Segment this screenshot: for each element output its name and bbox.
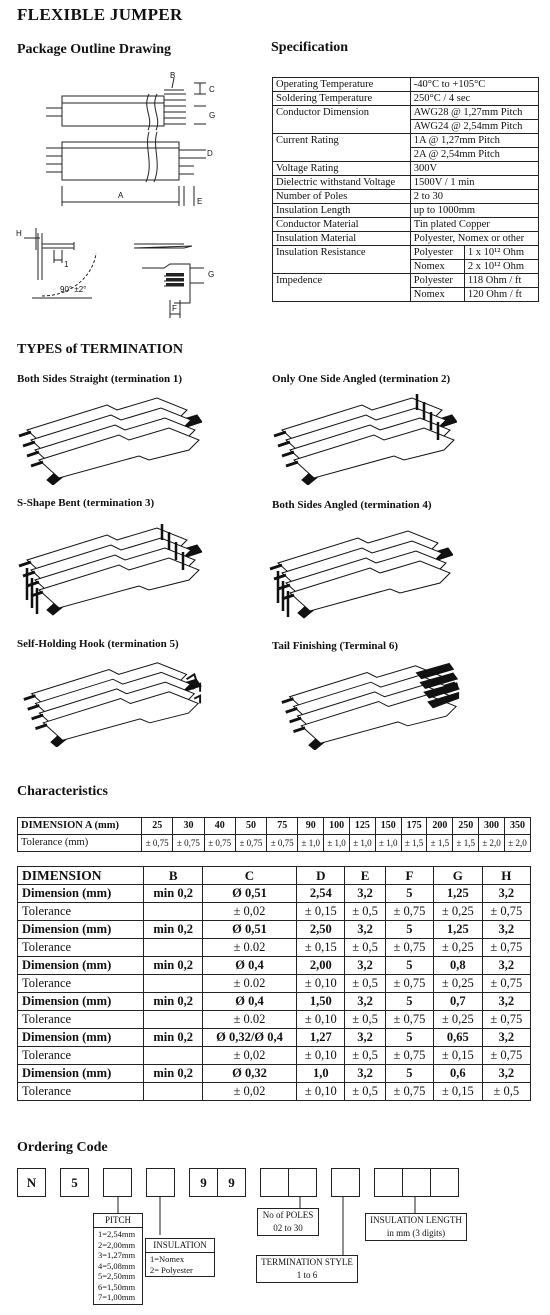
table-cell: 3,2 — [482, 1029, 530, 1047]
table-cell: ± 0,15 — [297, 903, 345, 921]
table-cell — [144, 939, 203, 957]
termination-5-image — [14, 655, 209, 747]
column-header: G — [434, 867, 482, 885]
spec-value: 1A @ 1,27mm Pitch — [410, 134, 538, 148]
table-cell: ± 0,02 — [202, 1047, 296, 1065]
spec-value: 300V — [410, 162, 538, 176]
tolerance-value: ± 2,0 — [479, 835, 505, 852]
spec-row — [273, 204, 539, 218]
table-cell: ± 0,75 — [385, 975, 433, 993]
table-cell: 0,7 — [434, 993, 482, 1011]
table-cell: min 0,2 — [144, 885, 203, 903]
table-cell: ± 0,75 — [482, 939, 530, 957]
table-cell: Tolerance — [18, 903, 144, 921]
table-cell: ± 0,02 — [202, 1083, 296, 1101]
table-cell — [144, 1011, 203, 1029]
table-cell: ± 0,75 — [482, 1047, 530, 1065]
dimension-a-value: 250 — [453, 818, 479, 835]
table-cell: ± 0,15 — [434, 1047, 482, 1065]
tolerance-row — [18, 1047, 531, 1065]
table-cell: 2,54 — [297, 885, 345, 903]
spec-material: Nomex — [410, 260, 464, 274]
spec-row — [273, 232, 539, 246]
termination-4-image — [268, 518, 453, 623]
tolerance-value: ± 1,0 — [350, 835, 376, 852]
table-cell: ± 0,5 — [345, 903, 385, 921]
table-cell: 3,2 — [345, 993, 385, 1011]
ordering-heading: Ordering Code — [17, 1140, 108, 1155]
dimension-a-value: 175 — [401, 818, 427, 835]
spec-material: Nomex — [410, 288, 464, 302]
table-cell: Ø 0,4 — [202, 957, 296, 975]
spec-label: Conductor Material — [273, 218, 411, 232]
code-box: N — [17, 1168, 46, 1197]
table-cell — [144, 1047, 203, 1065]
spec-value: 250°C / 4 sec — [410, 92, 538, 106]
tolerance-row — [18, 939, 531, 957]
dimension-a-value: 30 — [173, 818, 204, 835]
code-box — [288, 1168, 317, 1197]
table-cell: min 0,2 — [144, 957, 203, 975]
dimension-a-value: 75 — [267, 818, 298, 835]
tolerance-value: ± 1,0 — [324, 835, 350, 852]
label-h: H — [16, 229, 22, 238]
code-box — [146, 1168, 175, 1197]
table-cell: ± 0,25 — [434, 1011, 482, 1029]
table-cell: 3,2 — [345, 921, 385, 939]
tolerance-value: ± 1,5 — [401, 835, 427, 852]
table-cell: 0,65 — [434, 1029, 482, 1047]
table-cell: 1,25 — [434, 921, 482, 939]
table-cell: 3,2 — [345, 1029, 385, 1047]
tolerance-label: Tolerance (mm) — [18, 835, 142, 852]
table-cell: ± 0,25 — [434, 975, 482, 993]
table-cell: 5 — [385, 885, 433, 903]
spec-row — [273, 274, 539, 288]
spec-label: Insulation Material — [273, 232, 411, 246]
spec-row — [273, 246, 539, 260]
termination-3-label: S-Shape Bent (termination 3) — [17, 497, 155, 509]
dimension-row — [18, 1029, 531, 1047]
table-cell: ± 0,5 — [482, 1083, 530, 1101]
table-cell: Dimension (mm) — [18, 993, 144, 1011]
spec-value: 1 x 10¹² Ohm — [464, 246, 538, 260]
table-cell: Tolerance — [18, 1011, 144, 1029]
termination-3-image — [17, 515, 202, 620]
dimension-row — [18, 957, 531, 975]
spec-value: -40°C to +105°C — [410, 78, 538, 92]
table-cell: ± 0,25 — [434, 903, 482, 921]
insulation-option: 1=Nomex — [150, 1254, 185, 1264]
spec-table — [272, 77, 539, 302]
spec-label: Conductor Dimension — [273, 106, 411, 120]
table-cell: min 0,2 — [144, 921, 203, 939]
table-cell — [144, 903, 203, 921]
spec-value: Polyester, Nomex or other — [410, 232, 538, 246]
spec-row — [273, 92, 539, 106]
table-cell: 3,2 — [482, 993, 530, 1011]
tolerance-value: ± 0,75 — [142, 835, 173, 852]
column-header: E — [345, 867, 385, 885]
table-cell: 1,0 — [297, 1065, 345, 1083]
dimension-a-value: 350 — [504, 818, 530, 835]
spec-material: Polyester — [410, 274, 464, 288]
table-cell: 5 — [385, 921, 433, 939]
dimension-table — [17, 866, 531, 1101]
dimension-a-value: 50 — [235, 818, 266, 835]
table-cell: ± 0.02 — [202, 939, 296, 957]
tolerance-value: ± 0,75 — [235, 835, 266, 852]
spec-label: Insulation Resistance — [273, 246, 411, 274]
dimension-a-label: DIMENSION A (mm) — [18, 818, 142, 835]
spec-row — [273, 148, 539, 162]
table-cell: Dimension (mm) — [18, 1065, 144, 1083]
termination-6-image — [272, 658, 467, 750]
label-g: G — [209, 111, 216, 120]
table-cell: ± 0,75 — [385, 939, 433, 957]
table-cell: ± 0,75 — [482, 1011, 530, 1029]
code-box — [374, 1168, 403, 1197]
insulation-option: 2= Polyester — [150, 1264, 193, 1275]
table-cell: 5 — [385, 993, 433, 1011]
package-outline-drawing — [14, 68, 224, 318]
spec-label — [273, 120, 411, 134]
table-cell: Tolerance — [18, 1083, 144, 1101]
spec-value: 1500V / 1 min — [410, 176, 538, 190]
dimension-row — [18, 1065, 531, 1083]
table-cell: 3,2 — [482, 1065, 530, 1083]
package-heading: Package Outline Drawing — [17, 42, 171, 57]
code-box: 9 — [189, 1168, 218, 1197]
characteristics-heading: Characteristics — [17, 784, 108, 799]
table-cell: ± 0.02 — [202, 1011, 296, 1029]
table-cell: min 0,2 — [144, 993, 203, 1011]
spec-value: AWG24 @ 2,54mm Pitch — [410, 120, 538, 134]
pitch-legend: PITCH 1=2,54mm 2=2,00mm 3=1,27mm 4=5,08mm 5=2,50mm 6=1,50mm 7=1,00mm — [93, 1213, 143, 1305]
pitch-option: 5=2,50mm — [98, 1271, 136, 1281]
table-cell: ± 0.02 — [202, 975, 296, 993]
table-cell: Ø 0,51 — [202, 921, 296, 939]
table-cell: ± 0,10 — [297, 1083, 345, 1101]
spec-value: 118 Ohm / ft — [464, 274, 538, 288]
tolerance-row — [18, 903, 531, 921]
dimension-a-value: 100 — [324, 818, 350, 835]
table-cell: 2,00 — [297, 957, 345, 975]
types-heading: TYPES of TERMINATION — [17, 342, 183, 357]
table-cell: Ø 0,32 — [202, 1065, 296, 1083]
dimension-a-value: 200 — [427, 818, 453, 835]
termination-6-label: Tail Finishing (Terminal 6) — [272, 640, 399, 652]
termination-1-label: Both Sides Straight (termination 1) — [17, 373, 182, 385]
spec-value: 2 x 10¹² Ohm — [464, 260, 538, 274]
table-cell: Tolerance — [18, 975, 144, 993]
code-box — [402, 1168, 431, 1197]
insulation-legend: INSULATION 1=Nomex 2= Polyester — [145, 1238, 215, 1277]
table-cell: ± 0,75 — [385, 1011, 433, 1029]
table-cell: Tolerance — [18, 939, 144, 957]
table-cell: Dimension (mm) — [18, 885, 144, 903]
termination-style-legend: TERMINATION STYLE 1 to 6 — [256, 1255, 358, 1283]
dimension-a-value: 125 — [350, 818, 376, 835]
spec-value: AWG28 @ 1,27mm Pitch — [410, 106, 538, 120]
header-row — [18, 867, 531, 885]
label-c: C — [209, 85, 215, 94]
termination-2-image — [272, 390, 457, 485]
label-angle: 90° ±2° — [60, 285, 87, 294]
code-box: 5 — [60, 1168, 89, 1197]
table-cell: ± 0,10 — [297, 975, 345, 993]
spec-label: Voltage Rating — [273, 162, 411, 176]
page-title: FLEXIBLE JUMPER — [17, 5, 183, 24]
table-cell: ± 0,5 — [345, 1083, 385, 1101]
label-d: D — [207, 149, 213, 158]
table-cell: ± 0,5 — [345, 975, 385, 993]
label-e: E — [197, 197, 203, 206]
pitch-option: 6=1,50mm — [98, 1281, 136, 1292]
code-box — [260, 1168, 289, 1197]
dimension-row — [18, 921, 531, 939]
table-cell: 5 — [385, 957, 433, 975]
table-cell: ± 0,10 — [297, 1011, 345, 1029]
tolerance-row — [18, 1083, 531, 1101]
table-cell: 0,6 — [434, 1065, 482, 1083]
label-g2: G — [208, 270, 215, 279]
spec-label: Current Rating — [273, 134, 411, 148]
table-cell: Dimension (mm) — [18, 957, 144, 975]
code-box: 9 — [217, 1168, 246, 1197]
table-cell: 3,2 — [345, 957, 385, 975]
tolerance-row — [18, 835, 531, 852]
tolerance-value: ± 1,0 — [298, 835, 324, 852]
spec-row — [273, 134, 539, 148]
pitch-option: 1=2,54mm — [98, 1229, 136, 1239]
dimension-a-value: 90 — [298, 818, 324, 835]
table-cell: ± 0,15 — [434, 1083, 482, 1101]
table-cell: ± 0,75 — [385, 1047, 433, 1065]
spec-row — [273, 162, 539, 176]
spec-label: Soldering Temperature — [273, 92, 411, 106]
spec-row — [273, 106, 539, 120]
table-cell: min 0,2 — [144, 1029, 203, 1047]
table-cell: 5 — [385, 1065, 433, 1083]
label-b: B — [170, 71, 176, 80]
spec-value: 120 Ohm / ft — [464, 288, 538, 302]
table-cell: Tolerance — [18, 1047, 144, 1065]
table-cell: ± 0,5 — [345, 1011, 385, 1029]
spec-value: 2A @ 2,54mm Pitch — [410, 148, 538, 162]
table-cell: ± 0,25 — [434, 939, 482, 957]
dimension-row — [18, 993, 531, 1011]
pitch-option: 3=1,27mm — [98, 1250, 136, 1260]
table-cell: 0,8 — [434, 957, 482, 975]
code-box — [430, 1168, 459, 1197]
table-cell: ± 0,75 — [385, 903, 433, 921]
table-cell: 3,2 — [345, 885, 385, 903]
tolerance-row — [18, 975, 531, 993]
table-cell: ± 0,75 — [385, 1083, 433, 1101]
dimension-a-value: 25 — [142, 818, 173, 835]
table-cell: Ø 0,51 — [202, 885, 296, 903]
table-cell: Dimension (mm) — [18, 921, 144, 939]
poles-legend: No of POLES 02 to 30 — [257, 1208, 319, 1236]
table-cell: 5 — [385, 1029, 433, 1047]
table-cell — [144, 1083, 203, 1101]
table-cell: Dimension (mm) — [18, 1029, 144, 1047]
table-cell: ± 0,75 — [482, 975, 530, 993]
column-header: B — [144, 867, 203, 885]
dimension-a-row — [18, 818, 531, 835]
table-cell: ± 0,10 — [297, 1047, 345, 1065]
column-header: H — [482, 867, 530, 885]
tolerance-value: ± 2,0 — [504, 835, 530, 852]
table-cell: ± 0,75 — [482, 903, 530, 921]
label-f: F — [172, 304, 177, 313]
tolerance-value: ± 1,5 — [453, 835, 479, 852]
table-cell: 3,2 — [482, 921, 530, 939]
code-box — [103, 1168, 132, 1197]
spec-heading: Specification — [271, 40, 348, 55]
table-cell: ± 0,5 — [345, 1047, 385, 1065]
spec-value: Tin plated Copper — [410, 218, 538, 232]
spec-label: Insulation Length — [273, 204, 411, 218]
table-cell: 1,25 — [434, 885, 482, 903]
table-cell: 2,50 — [297, 921, 345, 939]
termination-4-label: Both Sides Angled (termination 4) — [272, 499, 432, 511]
column-header: DIMENSION — [18, 867, 144, 885]
tolerance-value: ± 0,75 — [173, 835, 204, 852]
spec-label: Dielectric withstand Voltage — [273, 176, 411, 190]
spec-value: 2 to 30 — [410, 190, 538, 204]
table-cell: Ø 0,4 — [202, 993, 296, 1011]
tolerance-row — [18, 1011, 531, 1029]
table-cell: Ø 0,32/Ø 0,4 — [202, 1029, 296, 1047]
pitch-option: 2=2,00mm — [98, 1239, 136, 1250]
dimension-a-value: 40 — [204, 818, 235, 835]
insulation-length-legend: INSULATION LENGTH in mm (3 digits) — [365, 1213, 467, 1241]
spec-label: Impedence — [273, 274, 411, 302]
table-cell: 3,2 — [345, 1065, 385, 1083]
spec-row — [273, 120, 539, 134]
table-cell — [144, 975, 203, 993]
table-cell: min 0,2 — [144, 1065, 203, 1083]
label-a: A — [118, 191, 124, 200]
column-header: C — [202, 867, 296, 885]
spec-label — [273, 148, 411, 162]
spec-label: Operating Temperature — [273, 78, 411, 92]
spec-row — [273, 218, 539, 232]
tolerance-value: ± 1,0 — [375, 835, 401, 852]
table-cell: 1,50 — [297, 993, 345, 1011]
table-cell: ± 0,5 — [345, 939, 385, 957]
pitch-option: 7=1,00mm — [98, 1292, 136, 1302]
spec-row — [273, 190, 539, 204]
table-cell: 1,27 — [297, 1029, 345, 1047]
dimension-a-value: 150 — [375, 818, 401, 835]
code-box — [331, 1168, 360, 1197]
spec-row — [273, 176, 539, 190]
column-header: F — [385, 867, 433, 885]
table-cell: 3,2 — [482, 885, 530, 903]
dimension-a-value: 300 — [479, 818, 505, 835]
termination-1-image — [17, 390, 202, 485]
table-cell: ± 0,15 — [297, 939, 345, 957]
spec-label: Number of Poles — [273, 190, 411, 204]
dimension-a-table — [17, 817, 531, 852]
spec-row — [273, 78, 539, 92]
column-header: D — [297, 867, 345, 885]
spec-value: up to 1000mm — [410, 204, 538, 218]
tolerance-value: ± 0,75 — [204, 835, 235, 852]
pitch-option: 4=5,08mm — [98, 1260, 136, 1271]
table-cell: ± 0,02 — [202, 903, 296, 921]
dimension-row — [18, 885, 531, 903]
tolerance-value: ± 1,5 — [427, 835, 453, 852]
table-cell: 3,2 — [482, 957, 530, 975]
termination-2-label: Only One Side Angled (termination 2) — [272, 373, 451, 385]
label-1: 1 — [64, 260, 69, 269]
tolerance-value: ± 0,75 — [267, 835, 298, 852]
spec-material: Polyester — [410, 246, 464, 260]
termination-5-label: Self-Holding Hook (termination 5) — [17, 638, 179, 650]
